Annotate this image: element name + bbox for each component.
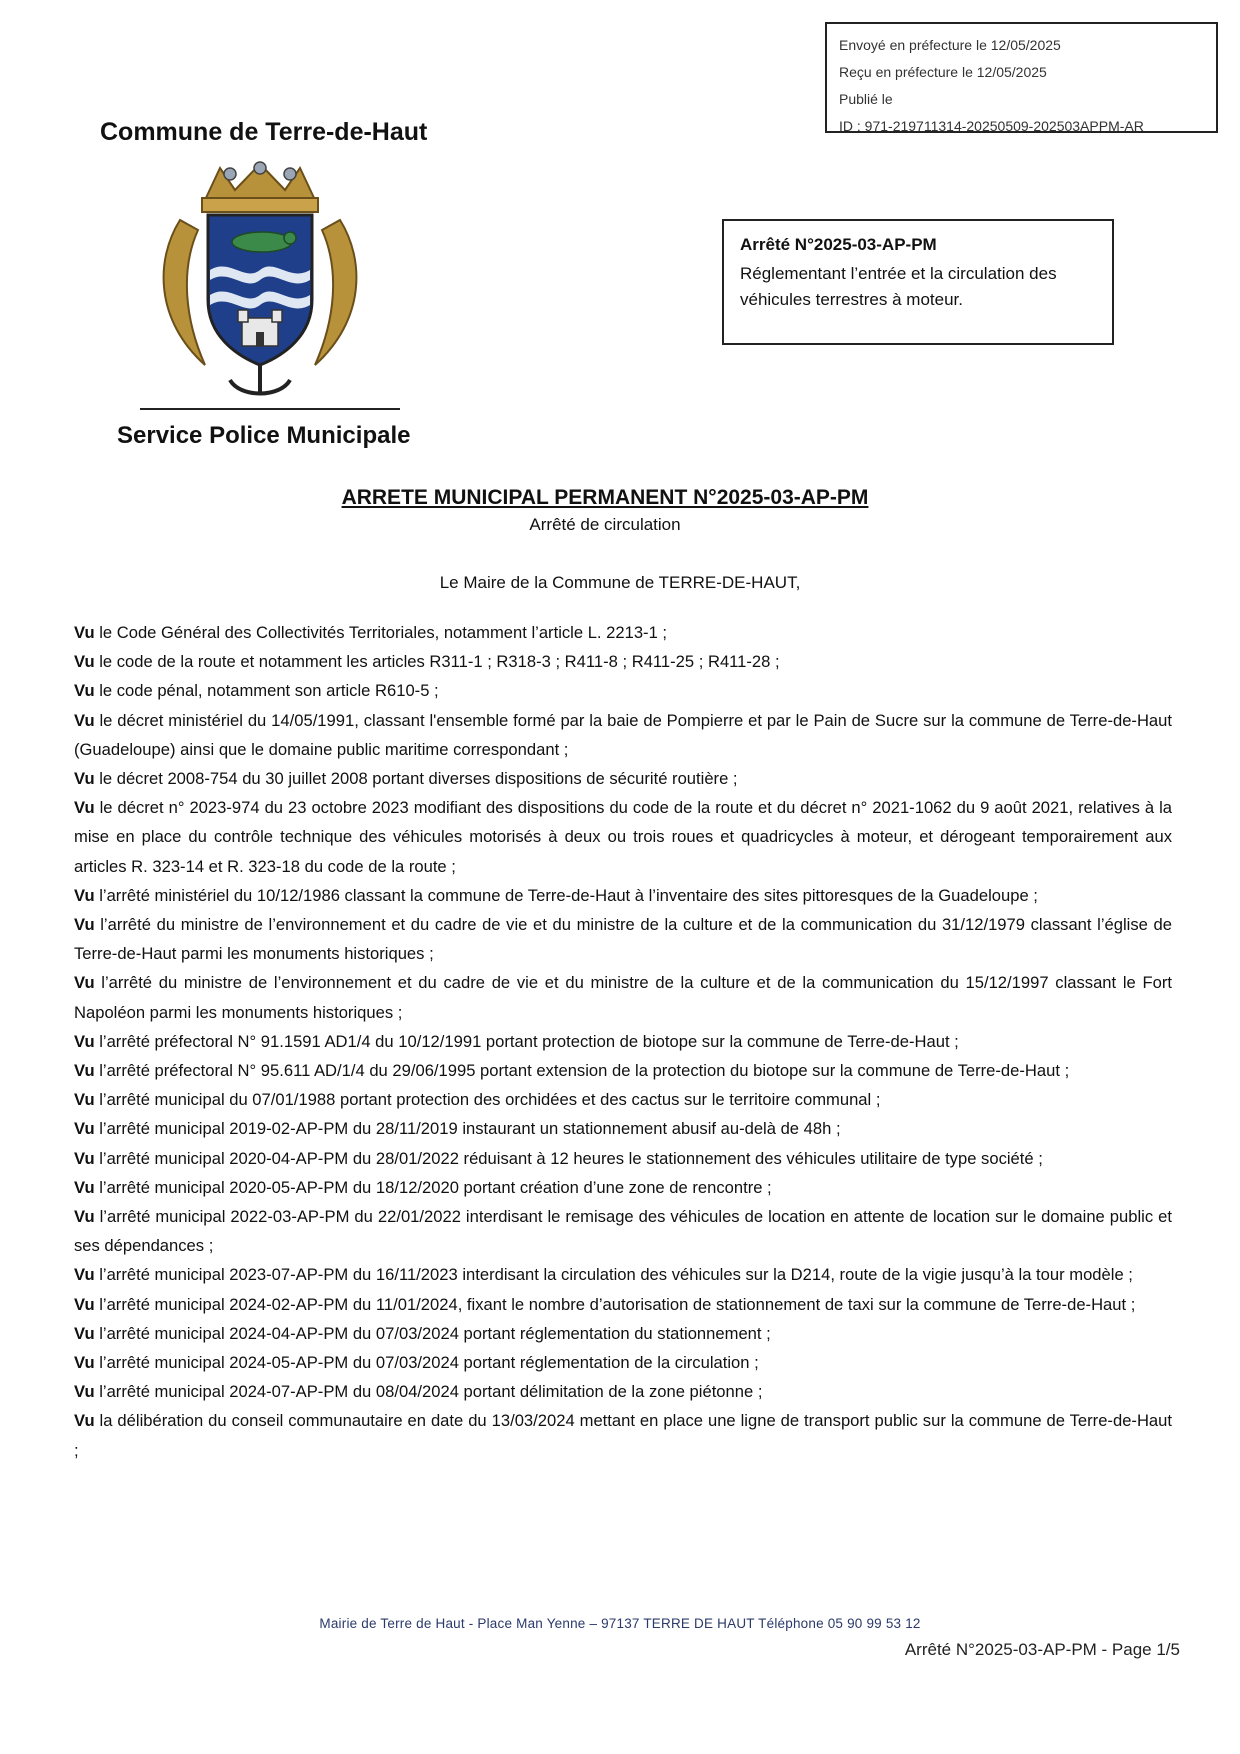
prefecture-stamp <box>825 22 1218 133</box>
page-subtitle: Arrêté de circulation <box>529 515 681 534</box>
visa-item: Vu le décret n° 2023-974 du 23 octobre 2023 modifiant des dispositions du code de la route et du décret n° 2021-1062 du 9 août 2021, relatives à la mise en place du contrôle technique des véhicules motorisés à deux ou trois roues et quadricycles à moteur, et dérogeant temporairement aux articles R. 323-14 et R. 323-18 du code de la route ; <box>74 798 1172 876</box>
maire-line: Le Maire de la Commune de TERRE-DE-HAUT, <box>439 573 801 592</box>
visa-item: Vu l’arrêté du ministre de l’environnement et du cadre de vie et du ministre de la culture et de la communication du 15/12/1997 classant le Fort Napoléon parmi les monuments historiques ; <box>74 973 1172 1022</box>
visa-item: Vu l’arrêté municipal 2024-05-AP-PM du 07/03/2024 portant réglementation de la circulation ; <box>74 1353 759 1373</box>
visa-item: Vu le code de la route et notamment les articles R311-1 ; R318-3 ; R411-8 ; R411-25 ; R411-28 ; <box>74 652 780 672</box>
visas-list <box>74 618 1172 1465</box>
visa-item: Vu l’arrêté préfectoral N° 91.1591 AD1/4 du 10/12/1991 portant protection de biotope sur la commune de Terre-de-Haut ; <box>74 1031 959 1051</box>
visa-item: Vu l’arrêté municipal 2024-02-AP-PM du 11/01/2024, fixant le nombre d’autorisation de stationnement de taxi sur la commune de Terre-de-Haut ; <box>74 1294 1136 1314</box>
stamp-received: Reçu en préfecture le 12/05/2025 <box>839 64 1047 80</box>
stamp-id: ID : 971-219711314-20250509-202503APPM-AR <box>839 118 1144 134</box>
divider-line <box>140 408 400 410</box>
visa-item: Vu l’arrêté municipal 2022-03-AP-PM du 22/01/2022 interdisant le remisage des véhicules de location en attente de location sur le domaine public et ses dépendances ; <box>74 1207 1172 1256</box>
visa-item: Vu la délibération du conseil communautaire en date du 13/03/2024 mettant en place une ligne de transport public sur la commune de Terre-de-Haut ; <box>74 1411 1172 1460</box>
visa-item: Vu le décret ministériel du 14/05/1991, classant l'ensemble formé par la baie de Pompierre et par le Pain de Sucre sur la commune de Terre-de-Haut (Guadeloupe) ainsi que le domaine public maritime correspondant ; <box>74 710 1172 759</box>
service-title: Service Police Municipale <box>117 422 411 449</box>
visa-item: Vu l’arrêté municipal 2020-05-AP-PM du 18/12/2020 portant création d’une zone de rencontre ; <box>74 1177 772 1197</box>
visa-item: Vu l’arrêté municipal 2023-07-AP-PM du 16/11/2023 interdisant la circulation des véhicules sur la D214, route de la vigie jusqu’à la tour modèle ; <box>74 1265 1133 1285</box>
visa-item: Vu l’arrêté du ministre de l’environnement et du cadre de vie et du ministre de la culture et de la communication du 31/12/1979 classant l’église de Terre-de-Haut parmi les monuments historiques ; <box>74 915 1172 964</box>
footer-page-number: Arrêté N°2025-03-AP-PM - Page 1/5 <box>904 1640 1180 1659</box>
reference-description: Réglementant l’entrée et la circulation des véhicules terrestres à moteur. <box>740 264 1057 309</box>
visa-item: Vu l’arrêté préfectoral N° 95.611 AD/1/4 du 29/06/1995 portant extension de la protection du biotope sur la commune de Terre-de-Haut ; <box>74 1061 1070 1081</box>
commune-title: Commune de Terre-de-Haut <box>100 118 428 146</box>
visa-item: Vu le décret 2008-754 du 30 juillet 2008 portant diverses dispositions de sécurité routière ; <box>74 769 738 789</box>
visa-item: Vu l’arrêté municipal 2024-04-AP-PM du 07/03/2024 portant réglementation du stationnement ; <box>74 1323 771 1343</box>
reference-box <box>722 219 1114 345</box>
stamp-sent: Envoyé en préfecture le 12/05/2025 <box>839 37 1061 53</box>
visa-item: Vu l’arrêté municipal 2019-02-AP-PM du 28/11/2019 instaurant un stationnement abusif au-delà de 48h ; <box>74 1119 841 1139</box>
visa-item: Vu l’arrêté ministériel du 10/12/1986 classant la commune de Terre-de-Haut à l’inventaire des sites pittoresques de la Guadeloupe ; <box>74 885 1038 905</box>
visa-item: Vu l’arrêté municipal 2024-07-AP-PM du 08/04/2024 portant délimitation de la zone piétonne ; <box>74 1382 763 1402</box>
visa-item: Vu l’arrêté municipal 2020-04-AP-PM du 28/01/2022 réduisant à 12 heures le stationnement des véhicules utilitaire de type société ; <box>74 1148 1043 1168</box>
visa-item: Vu l’arrêté municipal du 07/01/1988 portant protection des orchidées et des cactus sur le territoire communal ; <box>74 1090 881 1110</box>
stamp-published: Publié le <box>839 91 893 107</box>
coat-of-arms-icon <box>150 160 370 400</box>
page-title: ARRETE MUNICIPAL PERMANENT N°2025-03-AP-PM <box>341 486 869 509</box>
reference-number: Arrêté N°2025-03-AP-PM <box>740 235 937 254</box>
visa-item: Vu le Code Général des Collectivités Territoriales, notamment l’article L. 2213-1 ; <box>74 623 668 642</box>
footer-address: Mairie de Terre de Haut - Place Man Yenne – 97137 TERRE DE HAUT Téléphone 05 90 99 53 12 <box>319 1616 921 1631</box>
visa-item: Vu le code pénal, notamment son article R610-5 ; <box>74 681 439 701</box>
